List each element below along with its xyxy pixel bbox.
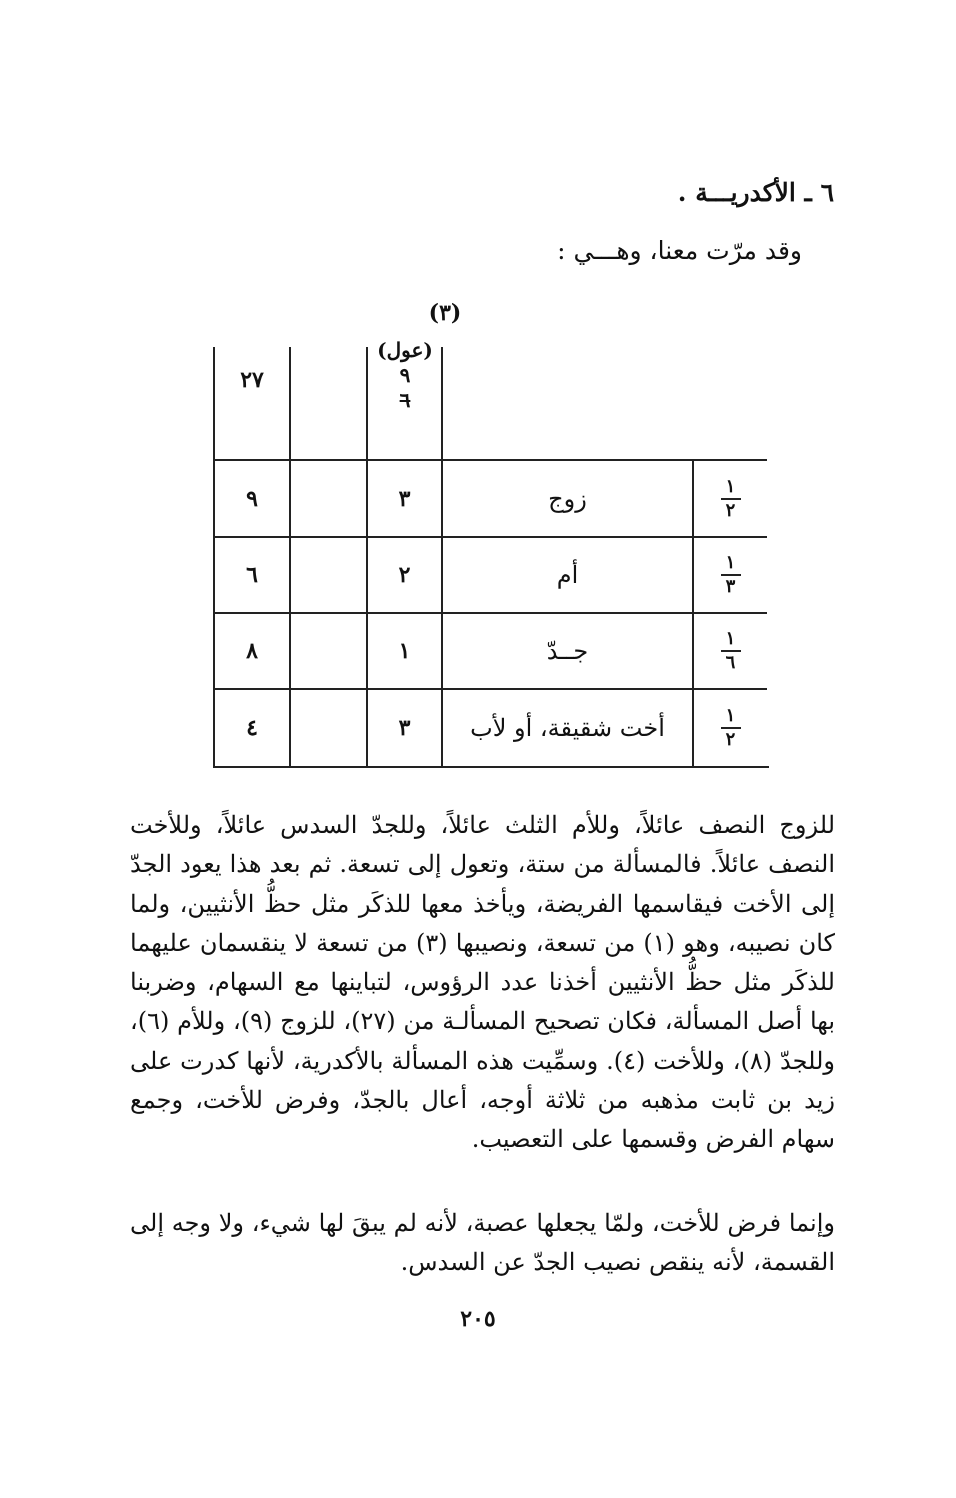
- section-intro: وقد مرّت معنا، وهـــي :: [557, 236, 802, 265]
- corrected-cell: ٩: [246, 485, 258, 512]
- table-number: (٣): [428, 300, 462, 326]
- body-paragraph: للزوج النصف عائلاً، وللأم الثلث عائلاً، وللجدّ السدس عائلاً، وللأخت النصف عائلاً. فالمسألة من ستة، وتعول إلى تسعة. ثم بعد هذا يعود الجدّ إلى الأخت فيقاسمها الفريضة، ويأخذ معها للذكَر مثل حظُّ الأنثيين، ولما كان نصيبه، وهو (١) من تسعة، ونصيبها (٣) من تسعة لا ينقسمان عليهما للذكَر مثل حظُّ الأنثيين أخذنا عدد الرؤوس، لتباينها مع السهام، وضربنا بها أصل المسألة، فكان تصحيح المسألـة من (٢٧)، للزوج (٩)، وللأم (٦)، وللجدّ (٨)، وللأخت (٤). وسمِّيت هذه المسألة بالأكدرية، لأنها كدرت على زيد بن ثابت مذهبه من ثلاثة أوجه، أعال بالجدّ، وفرض للأخت، وجمع سهام الفرض وقسمها على التعصيب.: [130, 811, 836, 1154]
- share-cell: ٣: [398, 485, 411, 512]
- heir-cell: جــدّ: [546, 637, 589, 665]
- share-cell: ٣: [398, 715, 411, 741]
- table-rule: [213, 766, 769, 768]
- fraction-cell: $\frac{١}{٣}$: [721, 554, 741, 596]
- fraction-cell: $\frac{١}{٦}$: [721, 630, 741, 672]
- heir-cell: زوج: [548, 484, 587, 513]
- awl-value: ٩: [399, 363, 411, 387]
- table-divider: [289, 347, 291, 767]
- table-row: [694, 614, 767, 688]
- heir-cell: أم: [556, 561, 579, 589]
- awl-label: (عول): [377, 338, 433, 362]
- table-row: [694, 538, 767, 612]
- section-heading: ٦ ـ الأكدريـــة .: [677, 178, 834, 207]
- share-cell: ١: [398, 638, 411, 664]
- fraction-cell: $\frac{١}{٢}$: [721, 707, 741, 749]
- table-row: [694, 461, 767, 536]
- corrected-cell: ٤: [246, 715, 258, 741]
- fraction-cell: $\frac{١}{٢}$: [721, 478, 741, 520]
- body-paragraph: وإنما فرض للأخت، ولمّا يجعلها عصبة، لأنه لم يبقَ لها شيء، ولا وجه إلى القسمة، لأنه ينقص نصيب الجدّ عن السدس.: [130, 1209, 835, 1277]
- corrected-cell: ٦: [246, 562, 258, 588]
- share-cell: ٢: [398, 562, 411, 588]
- heir-cell: أخت شقيقة، أو لأب: [470, 714, 665, 742]
- header-total: ٢٧: [240, 367, 264, 393]
- page-number: ٢٠٥: [460, 1306, 496, 1332]
- table-row: [694, 690, 767, 766]
- original-base: ٦: [399, 388, 411, 412]
- corrected-cell: ٨: [246, 638, 258, 664]
- header-awl: [368, 338, 442, 413]
